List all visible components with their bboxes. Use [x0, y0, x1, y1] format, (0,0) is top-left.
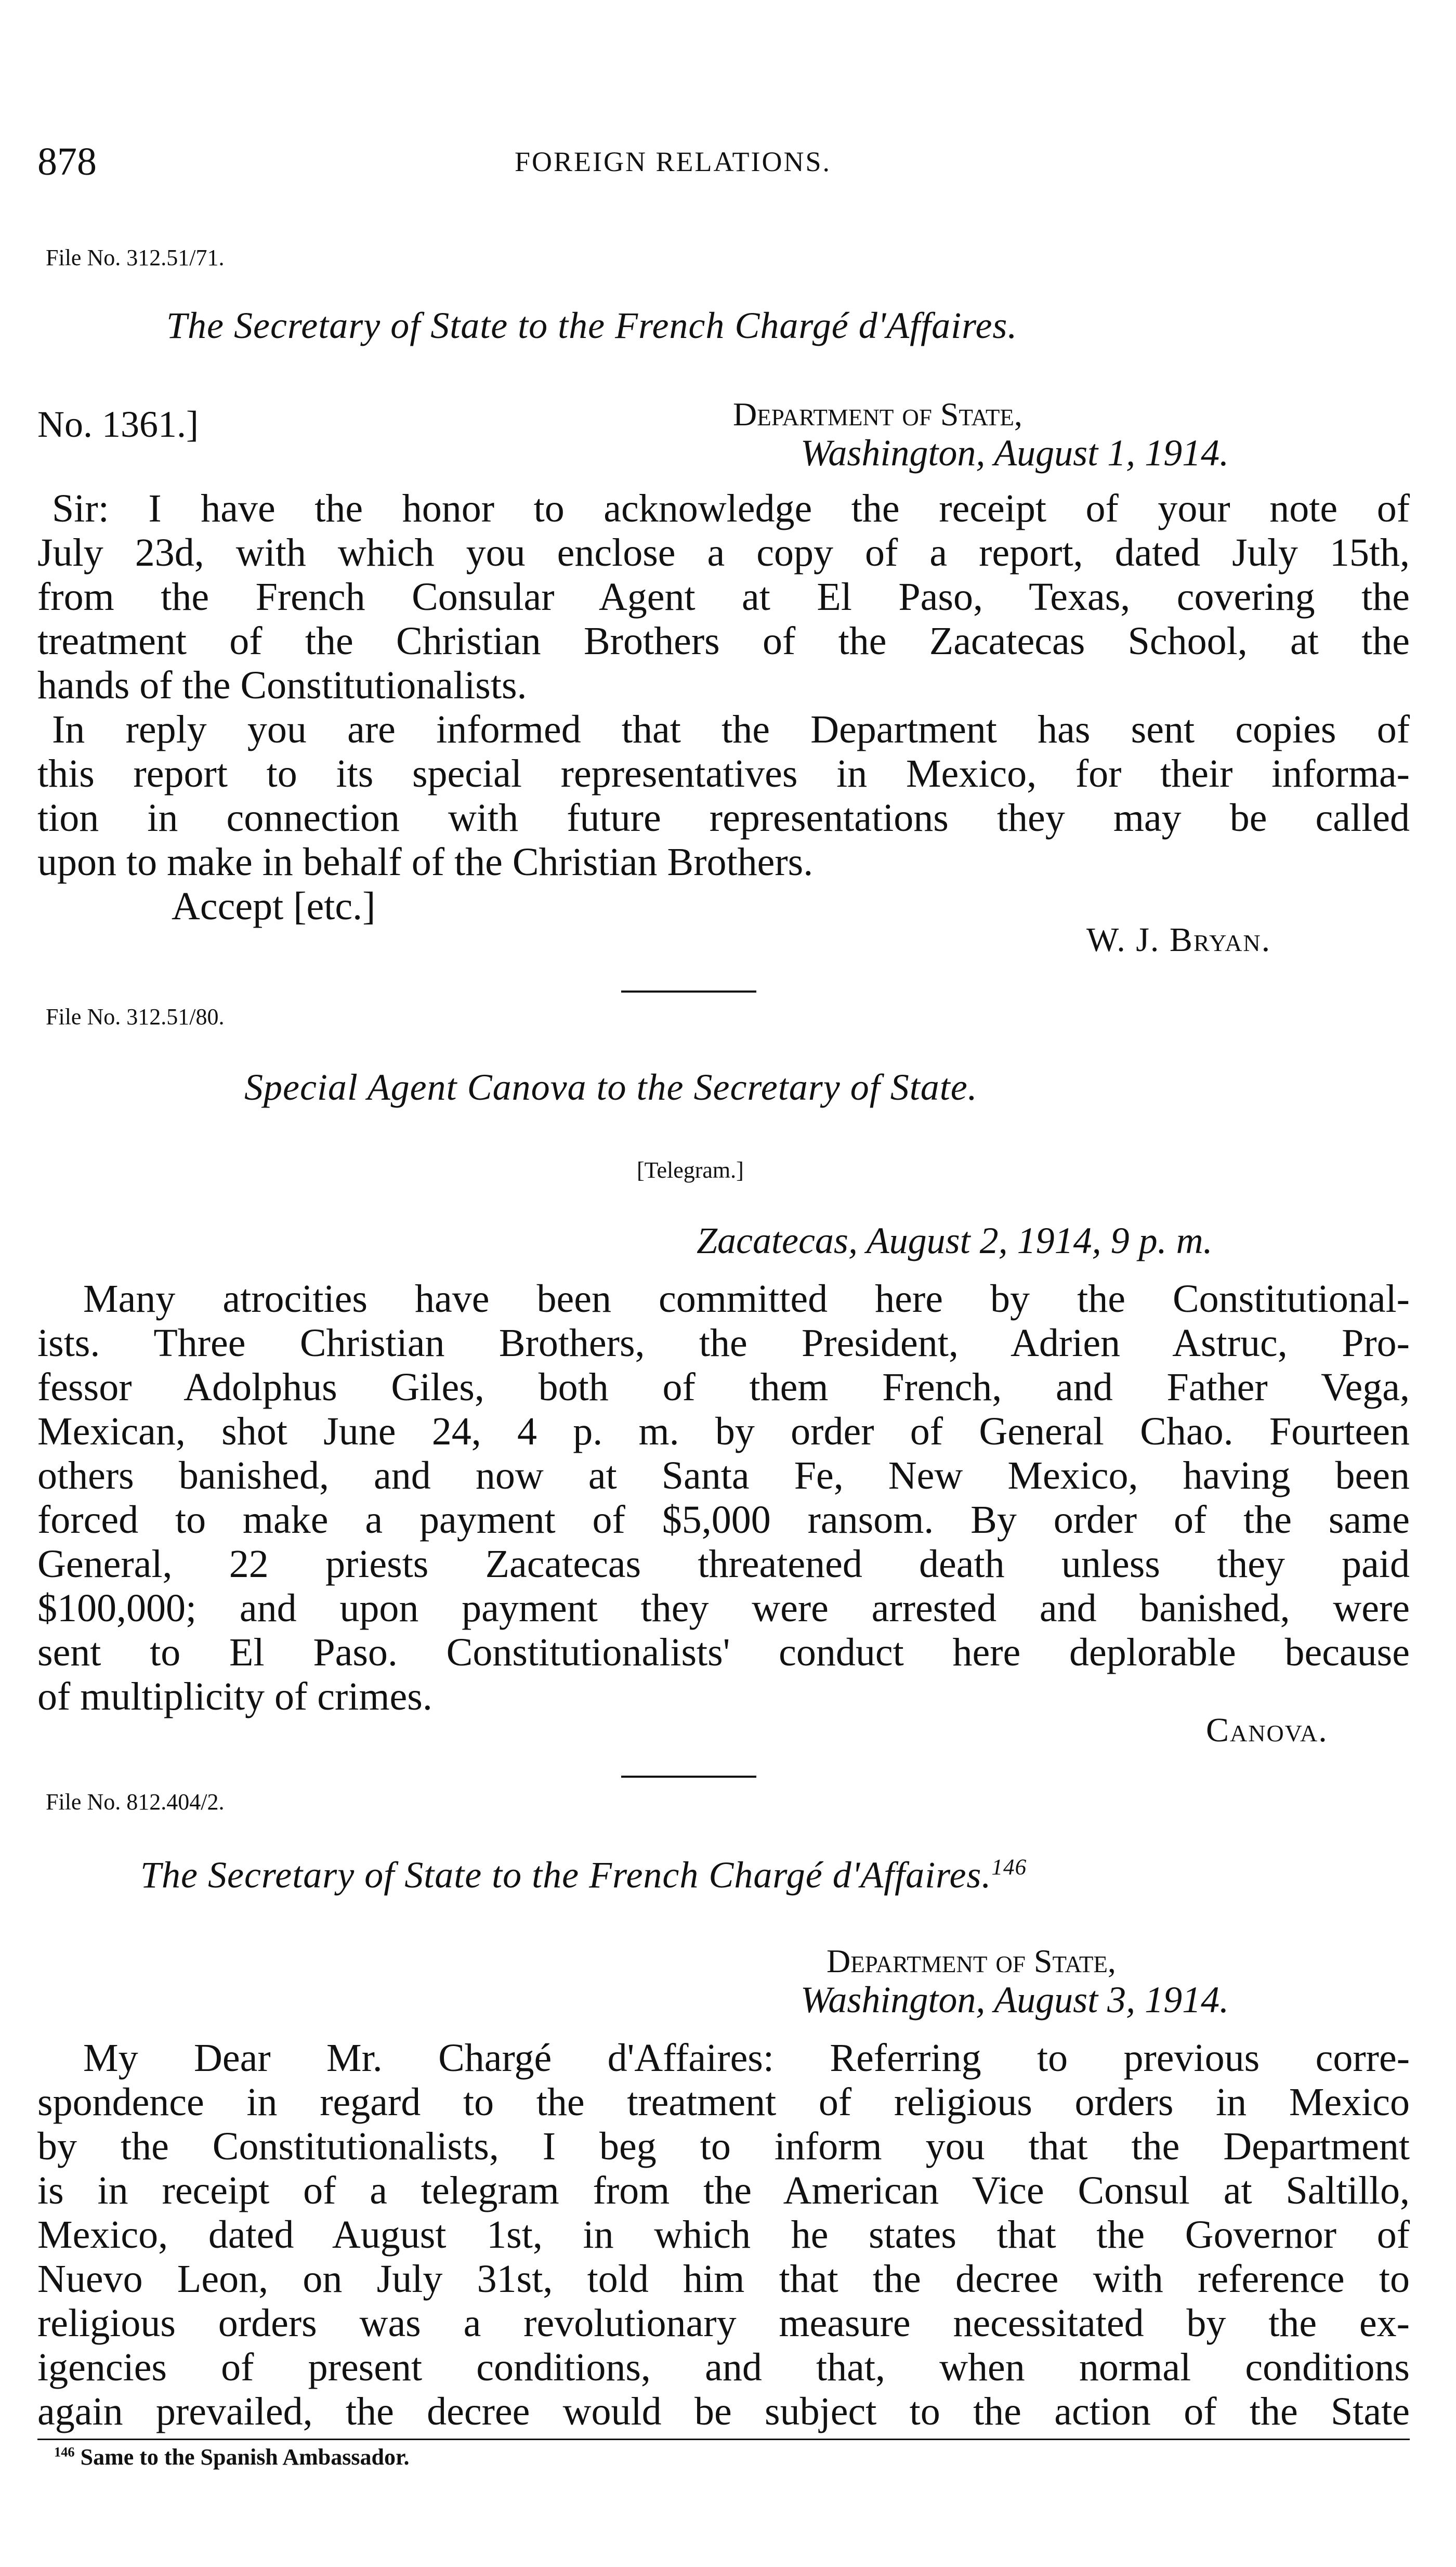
telegram-label: [Telegram.] [637, 1157, 744, 1183]
text-line: tion in connection with future representations they may be called [37, 796, 1410, 840]
text-line: upon to make in behalf of the Christian Brothers. [37, 840, 814, 884]
text-line: My Dear Mr. Chargé d'Affaires: Referring to previous corre- [83, 2036, 1410, 2080]
text-line: spondence in regard to the treatment of religious orders in Mexico [37, 2080, 1410, 2124]
text-line: of multiplicity of crimes. [37, 1675, 432, 1718]
text-line: In reply you are informed that the Department has sent copies of [52, 708, 1410, 751]
footnote-number: 146 [54, 2444, 75, 2460]
text-line: igencies of present conditions, and that, when normal conditions [37, 2346, 1410, 2389]
text-line: July 23d, with which you enclose a copy of a report, dated July 15th, [37, 531, 1410, 575]
letter-heading-3: The Secretary of State to the French Chargé d'Affaires.$^{146}$ [140, 1854, 1027, 1896]
text-line: General, 22 priests Zacatecas threatened death unless they paid [37, 1542, 1410, 1586]
letter-date-3: Washington, August 3, 1914. [801, 1979, 1229, 2021]
text-line: by the Constitutionalists, I beg to inform you that the Department [37, 2125, 1410, 2168]
text-line: from the French Consular Agent at El Paso, Texas, covering the [37, 575, 1410, 619]
text-line: others banished, and now at Santa Fe, New Mexico, having been [37, 1454, 1410, 1497]
text-line: treatment of the Christian Brothers of the Zacatecas School, at the [37, 619, 1410, 663]
text-line: $100,000; and upon payment they were arrested and banished, were [37, 1586, 1410, 1630]
text-line: religious orders was a revolutionary measure necessitated by the ex- [37, 2301, 1410, 2345]
footnote: $^{146}$ Same to the Spanish Ambassador. [54, 2444, 410, 2470]
text-line: Mexico, dated August 1st, in which he states that the Governor of [37, 2213, 1410, 2257]
dept-of-state-3: Department of State, [827, 1943, 1116, 1979]
letter-date-1: Washington, August 1, 1914. [801, 432, 1229, 474]
text-line: this report to its special representatives in Mexico, for their informa- [37, 752, 1410, 796]
divider-rule [621, 1776, 756, 1778]
telegram-dateline: Zacatecas, August 2, 1914, 9 p. m. [697, 1220, 1213, 1261]
file-number-3: File No. 812.404/2. [46, 1789, 225, 1815]
running-title: FOREIGN RELATIONS. [515, 146, 832, 177]
closing: Accept [etc.] [172, 884, 376, 928]
file-number-1: File No. 312.51/71. [46, 245, 225, 270]
text-line: ists. Three Christian Brothers, the President, Adrien Astruc, Pro- [37, 1321, 1410, 1365]
letter-heading-2: Special Agent Canova to the Secretary of State. [244, 1066, 978, 1108]
text-line: Nuevo Leon, on July 31st, told him that the decree with reference to [37, 2257, 1410, 2301]
footnote-ref: 146 [991, 1855, 1027, 1880]
text-line: again prevailed, the decree would be subject to the action of the State [37, 2390, 1410, 2433]
text-line: fessor Adolphus Giles, both of them French, and Father Vega, [37, 1365, 1410, 1409]
text-line: sent to El Paso. Constitutionalists' conduct here deplorable because [37, 1631, 1410, 1674]
dispatch-number: No. 1361.] [37, 403, 199, 445]
signature-bryan: W. J. Bryan. [1086, 921, 1271, 959]
file-number-2: File No. 312.51/80. [46, 1004, 225, 1030]
text-line: forced to make a payment of $5,000 ransom. By order of the same [37, 1498, 1410, 1542]
signature-canova: Canova. [1206, 1711, 1328, 1749]
footnote-rule [37, 2439, 1410, 2440]
dept-of-state-1: Department of State, [733, 396, 1022, 433]
text-line: Many atrocities have been committed here by the Constitutional- [83, 1277, 1410, 1321]
text-line: Mexican, shot June 24, 4 p. m. by order of General Chao. Fourteen [37, 1410, 1410, 1453]
text-line: hands of the Constitutionalists. [37, 663, 527, 707]
text-line: Sir: I have the honor to acknowledge the receipt of your note of [52, 487, 1410, 530]
divider-rule [621, 991, 756, 993]
page-number: 878 [37, 140, 97, 184]
letter-heading-1: The Secretary of State to the French Chargé d'Affaires. [166, 305, 1018, 346]
text-line: is in receipt of a telegram from the American Vice Consul at Saltillo, [37, 2169, 1410, 2212]
